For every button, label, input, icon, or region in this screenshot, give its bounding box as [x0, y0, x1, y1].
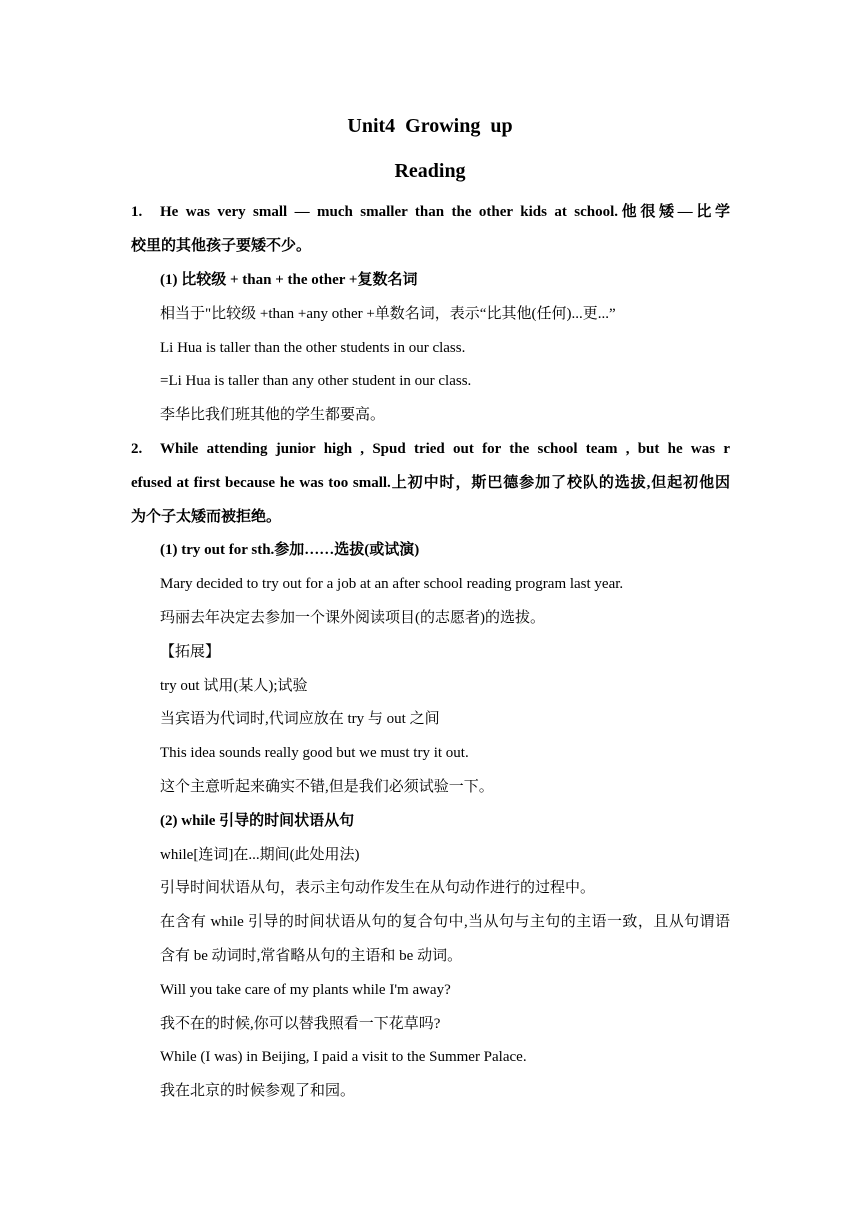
item-sentence-line: efused at first because he was too small.上初中时，斯巴德参加了校队的选拔,但起初他因	[131, 475, 730, 491]
body-line: 当宾语为代词时,代词应放在 try 与 out 之间	[160, 711, 440, 727]
point-heading: (1) try out for sth.参加……选拔(或试演)	[160, 542, 420, 558]
item-sentence-line: While attending junior high , Spud tried out for the school team , but he was r	[160, 441, 730, 457]
example-sentence: Li Hua is taller than the other students in our class.	[160, 340, 466, 356]
example-translation: 我不在的时候,你可以替我照看一下花草吗?	[160, 1016, 441, 1032]
body-line: 相当于"比较级 +than +any other +单数名词，表示“比其他(任何)...更...”	[160, 306, 616, 322]
body-line: 引导时间状语从句，表示主句动作发生在从句动作进行的过程中。	[160, 880, 596, 896]
example-translation: 我在北京的时候参观了和园。	[160, 1083, 356, 1099]
expansion-label: 【拓展】	[160, 644, 221, 660]
item-number: 1.	[131, 204, 143, 220]
example-translation: 玛丽去年决定去参加一个课外阅读项目(的志愿者)的选拔。	[160, 610, 545, 626]
item-sentence-line: 校里的其他孩子要矮不少。	[131, 238, 312, 254]
point-heading: (2) while 引导的时间状语从句	[160, 813, 355, 829]
example-translation: 这个主意听起来确实不错,但是我们必须试验一下。	[160, 779, 494, 795]
example-sentence: While (I was) in Beijing, I paid a visit to the Summer Palace.	[160, 1049, 527, 1065]
section-heading: Reading	[394, 160, 466, 182]
point-heading: (1) 比较级 + than + the other +复数名词	[160, 272, 418, 288]
body-line: try out 试用(某人);试验	[160, 678, 308, 694]
body-line: 在含有 while 引导的时间状语从句的复合句中,当从句与主句的主语一致，且从句谓语	[160, 914, 730, 930]
body-line: while[连词]在...期间(此处用法)	[160, 847, 360, 863]
example-sentence: This idea sounds really good but we must try it out.	[160, 745, 469, 761]
example-translation: 李华比我们班其他的学生都要高。	[160, 407, 386, 423]
example-sentence: =Li Hua is taller than any other student in our class.	[160, 373, 472, 389]
item-sentence-line: He was very small — much smaller than the other kids at school.他很矮—比学	[160, 204, 730, 220]
item-sentence-line: 为个子太矮而被拒绝。	[131, 509, 282, 525]
body-line: 含有 be 动词时,常省略从句的主语和 be 动词。	[160, 948, 463, 964]
item-number: 2.	[131, 441, 143, 457]
example-sentence: Mary decided to try out for a job at an after school reading program last year.	[160, 576, 624, 592]
document-title: Unit4 Growing up	[347, 115, 513, 137]
example-sentence: Will you take care of my plants while I'm away?	[160, 982, 451, 998]
